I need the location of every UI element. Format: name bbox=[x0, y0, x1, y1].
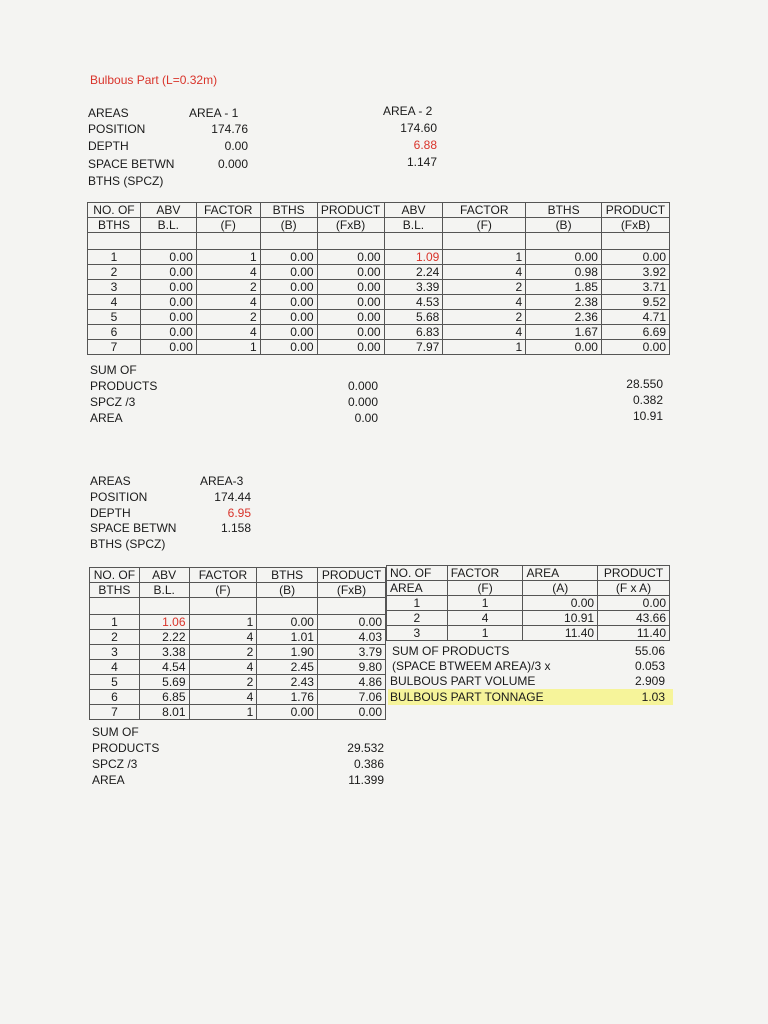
t1-cell-r7-c4: 0.00 bbox=[317, 340, 384, 355]
result-value-0: 55.06 bbox=[634, 644, 665, 658]
t1-cell-r3-c2: 2 bbox=[196, 280, 260, 295]
t1-cell-r5-c4: 0.00 bbox=[317, 310, 384, 325]
table1-summary-labels bbox=[90, 362, 157, 426]
t1-cell-r6-c5: 6.83 bbox=[384, 325, 443, 340]
t2-cell-r4-c1: 4.54 bbox=[139, 660, 189, 675]
t1-cell-r6-c6: 4 bbox=[443, 325, 526, 340]
table3-header-row-1 bbox=[387, 566, 670, 581]
t2-cell-r1-c3: 0.00 bbox=[257, 615, 318, 630]
t1-cell-r4-c2: 4 bbox=[196, 295, 260, 310]
area2-name: AREA - 2 bbox=[383, 104, 433, 118]
result-label-3: BULBOUS PART TONNAGE bbox=[390, 690, 544, 704]
label-position: POSITION bbox=[88, 122, 146, 136]
result-label-1: (SPACE BTWEEM AREA)/3 x bbox=[392, 659, 551, 673]
label-areas: AREAS bbox=[88, 106, 129, 120]
t2-cell-r3-c3: 1.90 bbox=[257, 645, 318, 660]
table1-header-row-2 bbox=[88, 218, 670, 233]
t1-cell-r1-c3: 0.00 bbox=[260, 250, 317, 265]
t2-h2-c0: BTHS bbox=[90, 583, 140, 598]
label-depth: DEPTH bbox=[88, 139, 129, 153]
t1-cell-r6-c4: 0.00 bbox=[317, 325, 384, 340]
area3-name: AREA-3 bbox=[200, 474, 244, 488]
t2-sum-val-2: 0.386 bbox=[353, 757, 384, 771]
t2-cell-r3-c4: 3.79 bbox=[317, 645, 385, 660]
t1-cell-r2-c3: 0.00 bbox=[260, 265, 317, 280]
t1-cell-r3-c5: 3.39 bbox=[384, 280, 443, 295]
t1-cell-r1-c2: 1 bbox=[196, 250, 260, 265]
t2-cell-r5-c4: 4.86 bbox=[317, 675, 385, 690]
table-row bbox=[387, 611, 670, 626]
t2-cell-r2-c4: 4.03 bbox=[317, 630, 385, 645]
t1-cell-r7-c2: 1 bbox=[196, 340, 260, 355]
t3-h2-c2: (A) bbox=[523, 581, 598, 596]
t1-h2-c2: (F) bbox=[196, 218, 260, 233]
area3-position: 174.44 bbox=[214, 490, 251, 504]
t3-cell-r1-c0: 1 bbox=[387, 596, 448, 611]
table-row bbox=[90, 705, 386, 720]
t2-cell-r5-c1: 5.69 bbox=[139, 675, 189, 690]
t1-cell-r5-c3: 0.00 bbox=[260, 310, 317, 325]
t2-cell-r3-c1: 3.38 bbox=[139, 645, 189, 660]
t2-cell-r2-c0: 2 bbox=[90, 630, 140, 645]
t1-h1-c4: PRODUCT bbox=[317, 203, 384, 218]
t1-cell-r5-c0: 5 bbox=[88, 310, 141, 325]
t2-cell-r2-c1: 2.22 bbox=[139, 630, 189, 645]
t1-h2-c3: (B) bbox=[260, 218, 317, 233]
t1-cell-r2-c8: 3.92 bbox=[601, 265, 669, 280]
t1-cell-r3-c1: 0.00 bbox=[140, 280, 196, 295]
t2-cell-r5-c0: 5 bbox=[90, 675, 140, 690]
t1-cell-r1-c0: 1 bbox=[88, 250, 141, 265]
table-row bbox=[88, 280, 670, 295]
t2-cell-r4-c4: 9.80 bbox=[317, 660, 385, 675]
table-row bbox=[90, 615, 386, 630]
t1-cell-r1-c4: 0.00 bbox=[317, 250, 384, 265]
area2-space: 1.147 bbox=[406, 155, 437, 169]
s2-label-position: POSITION bbox=[90, 490, 148, 504]
t2-cell-r1-c4: 0.00 bbox=[317, 615, 385, 630]
t2-cell-r4-c3: 2.45 bbox=[257, 660, 318, 675]
t1-h2-c5: B.L. bbox=[384, 218, 443, 233]
t3-cell-r1-c2: 0.00 bbox=[523, 596, 598, 611]
result-value-2: 2.909 bbox=[634, 674, 665, 688]
t3-h2-c0: AREA bbox=[387, 581, 448, 596]
table-row bbox=[88, 295, 670, 310]
t1-cell-r6-c1: 0.00 bbox=[140, 325, 196, 340]
t3-h1-c3: PRODUCT bbox=[598, 566, 670, 581]
t1-cell-r7-c0: 7 bbox=[88, 340, 141, 355]
t1-sum-a2-2: 0.382 bbox=[632, 393, 663, 407]
t2-cell-r5-c3: 2.43 bbox=[257, 675, 318, 690]
area1-depth: 0.00 bbox=[224, 139, 248, 153]
table-row bbox=[90, 690, 386, 705]
t1-h2-c8: (FxB) bbox=[601, 218, 669, 233]
t1-cell-r3-c7: 1.85 bbox=[526, 280, 602, 295]
t2-cell-r1-c0: 1 bbox=[90, 615, 140, 630]
table-row bbox=[90, 645, 386, 660]
table-row bbox=[387, 596, 670, 611]
t2-sum-val-0 bbox=[322, 724, 384, 740]
t2-cell-r1-c2: 1 bbox=[189, 615, 257, 630]
t1-sum-a1-3: 0.00 bbox=[354, 411, 378, 425]
table-row bbox=[88, 340, 670, 355]
t1-sum-a2-3: 10.91 bbox=[632, 409, 663, 423]
t2-h1-c2: FACTOR bbox=[189, 568, 257, 583]
label-space: SPACE BETWN bbox=[88, 157, 175, 171]
t1-cell-r5-c2: 2 bbox=[196, 310, 260, 325]
t1-h2-c7: (B) bbox=[526, 218, 602, 233]
t2-cell-r3-c0: 3 bbox=[90, 645, 140, 660]
t1-sum-label-2: SPCZ /3 bbox=[90, 395, 136, 409]
table1-body bbox=[88, 250, 670, 355]
t1-h1-c0: NO. OF bbox=[88, 203, 141, 218]
s2-label-areas: AREAS bbox=[90, 474, 131, 488]
area2-depth: 6.88 bbox=[413, 138, 437, 152]
label-bths: BTHS (SPCZ) bbox=[88, 174, 164, 188]
t1-cell-r4-c5: 4.53 bbox=[384, 295, 443, 310]
t1-h1-c6: FACTOR bbox=[443, 203, 526, 218]
result-value-3: 1.03 bbox=[641, 690, 665, 704]
t2-sum-label-1: PRODUCTS bbox=[92, 741, 160, 755]
t2-cell-r7-c1: 8.01 bbox=[139, 705, 189, 720]
t2-h2-c3: (B) bbox=[257, 583, 318, 598]
t3-cell-r3-c1: 1 bbox=[447, 626, 523, 641]
t2-cell-r6-c4: 7.06 bbox=[317, 690, 385, 705]
t1-sum-a2-1: 28.550 bbox=[626, 377, 663, 391]
t1-cell-r6-c3: 0.00 bbox=[260, 325, 317, 340]
t1-sum-a1-0 bbox=[318, 362, 378, 378]
t1-sum-label-1: PRODUCTS bbox=[90, 379, 158, 393]
t1-cell-r5-c1: 0.00 bbox=[140, 310, 196, 325]
t3-h2-c1: (F) bbox=[447, 581, 523, 596]
area2-position: 174.60 bbox=[400, 121, 437, 135]
table-volume bbox=[386, 565, 670, 641]
table2-spacer-row bbox=[90, 598, 386, 615]
t1-cell-r2-c2: 4 bbox=[196, 265, 260, 280]
t3-cell-r3-c0: 3 bbox=[387, 626, 448, 641]
t2-cell-r7-c4: 0.00 bbox=[317, 705, 385, 720]
t1-sum-label-0: SUM OF bbox=[90, 363, 137, 377]
t1-cell-r4-c6: 4 bbox=[443, 295, 526, 310]
t1-cell-r4-c0: 4 bbox=[88, 295, 141, 310]
t1-cell-r1-c1: 0.00 bbox=[140, 250, 196, 265]
t2-sum-val-1: 29.532 bbox=[347, 741, 384, 755]
t3-cell-r3-c2: 11.40 bbox=[523, 626, 598, 641]
t1-cell-r7-c8: 0.00 bbox=[601, 340, 669, 355]
t1-cell-r2-c1: 0.00 bbox=[140, 265, 196, 280]
t3-cell-r2-c3: 43.66 bbox=[598, 611, 670, 626]
t1-cell-r3-c0: 3 bbox=[88, 280, 141, 295]
table3-header-row-2 bbox=[387, 581, 670, 596]
t1-h2-c4: (FxB) bbox=[317, 218, 384, 233]
t2-cell-r2-c2: 4 bbox=[189, 630, 257, 645]
t1-cell-r5-c8: 4.71 bbox=[601, 310, 669, 325]
t1-cell-r5-c6: 2 bbox=[443, 310, 526, 325]
t1-cell-r6-c0: 6 bbox=[88, 325, 141, 340]
t1-cell-r4-c8: 9.52 bbox=[601, 295, 669, 310]
table-row bbox=[88, 325, 670, 340]
area1-name: AREA - 1 bbox=[189, 106, 239, 120]
t2-cell-r4-c0: 4 bbox=[90, 660, 140, 675]
t1-h1-c3: BTHS bbox=[260, 203, 317, 218]
t1-cell-r7-c6: 1 bbox=[443, 340, 526, 355]
t2-sum-val-3: 11.399 bbox=[348, 773, 384, 787]
t2-cell-r6-c2: 4 bbox=[189, 690, 257, 705]
t1-cell-r3-c6: 2 bbox=[443, 280, 526, 295]
table3-body bbox=[387, 596, 670, 641]
t1-h1-c5: ABV bbox=[384, 203, 443, 218]
table1-spacer-row bbox=[88, 233, 670, 250]
t1-h1-c8: PRODUCT bbox=[601, 203, 669, 218]
table-row bbox=[90, 660, 386, 675]
t1-h1-c2: FACTOR bbox=[196, 203, 260, 218]
t1-cell-r2-c0: 2 bbox=[88, 265, 141, 280]
t2-sum-label-2: SPCZ /3 bbox=[92, 757, 138, 771]
t2-h1-c4: PRODUCT bbox=[317, 568, 385, 583]
t1-cell-r2-c7: 0.98 bbox=[526, 265, 602, 280]
t3-h1-c2: AREA bbox=[523, 566, 598, 581]
table-row bbox=[387, 626, 670, 641]
t1-cell-r5-c5: 5.68 bbox=[384, 310, 443, 325]
t1-h2-c1: B.L. bbox=[140, 218, 196, 233]
t1-cell-r4-c3: 0.00 bbox=[260, 295, 317, 310]
t1-cell-r4-c4: 0.00 bbox=[317, 295, 384, 310]
t1-h2-c0: BTHS bbox=[88, 218, 141, 233]
t3-cell-r2-c2: 10.91 bbox=[523, 611, 598, 626]
result-value-1: 0.053 bbox=[634, 659, 665, 673]
t1-cell-r7-c7: 0.00 bbox=[526, 340, 602, 355]
table2-header-row-1 bbox=[90, 568, 386, 583]
t1-cell-r6-c8: 6.69 bbox=[601, 325, 669, 340]
t1-cell-r6-c7: 1.67 bbox=[526, 325, 602, 340]
t3-h1-c0: NO. OF bbox=[387, 566, 448, 581]
t1-sum-a1-1: 0.000 bbox=[347, 379, 378, 393]
t2-h2-c4: (FxB) bbox=[317, 583, 385, 598]
t2-sum-label-0: SUM OF bbox=[92, 725, 139, 739]
t2-cell-r7-c2: 1 bbox=[189, 705, 257, 720]
area3-space: 1.158 bbox=[220, 521, 251, 535]
t2-cell-r6-c0: 6 bbox=[90, 690, 140, 705]
table1-header-row-1 bbox=[88, 203, 670, 218]
t1-h1-c7: BTHS bbox=[526, 203, 602, 218]
t2-cell-r2-c3: 1.01 bbox=[257, 630, 318, 645]
t2-h1-c1: ABV bbox=[139, 568, 189, 583]
t2-cell-r7-c3: 0.00 bbox=[257, 705, 318, 720]
t1-sum-a2-0 bbox=[603, 360, 663, 376]
table-row bbox=[90, 630, 386, 645]
table-row bbox=[88, 250, 670, 265]
t1-cell-r1-c6: 1 bbox=[443, 250, 526, 265]
t1-cell-r2-c6: 4 bbox=[443, 265, 526, 280]
t3-cell-r2-c0: 2 bbox=[387, 611, 448, 626]
t1-cell-r1-c7: 0.00 bbox=[526, 250, 602, 265]
t2-sum-label-3: AREA bbox=[92, 773, 125, 787]
t2-cell-r1-c1: 1.06 bbox=[139, 615, 189, 630]
page-title: Bulbous Part (L=0.32m) bbox=[90, 73, 218, 87]
t3-cell-r3-c3: 11.40 bbox=[598, 626, 670, 641]
t1-cell-r3-c8: 3.71 bbox=[601, 280, 669, 295]
t2-cell-r6-c3: 1.76 bbox=[257, 690, 318, 705]
table-area1-area2 bbox=[87, 202, 670, 355]
t2-h1-c3: BTHS bbox=[257, 568, 318, 583]
area1-position: 174.76 bbox=[211, 122, 248, 136]
t2-h2-c2: (F) bbox=[189, 583, 257, 598]
t2-cell-r3-c2: 2 bbox=[189, 645, 257, 660]
table2-summary-labels bbox=[92, 724, 159, 788]
area1-space: 0.000 bbox=[217, 157, 248, 171]
table2-header-row-2 bbox=[90, 583, 386, 598]
result-label-2: BULBOUS PART VOLUME bbox=[390, 674, 536, 688]
t1-cell-r5-c7: 2.36 bbox=[526, 310, 602, 325]
table1-summary-area2 bbox=[603, 360, 663, 424]
t1-cell-r3-c4: 0.00 bbox=[317, 280, 384, 295]
t2-h2-c1: B.L. bbox=[139, 583, 189, 598]
area3-depth: 6.95 bbox=[227, 506, 251, 520]
s2-label-depth: DEPTH bbox=[90, 506, 131, 520]
t1-sum-label-3: AREA bbox=[90, 411, 123, 425]
t1-sum-a1-2: 0.000 bbox=[347, 395, 378, 409]
t2-cell-r5-c2: 2 bbox=[189, 675, 257, 690]
t1-h1-c1: ABV bbox=[140, 203, 196, 218]
t1-cell-r7-c3: 0.00 bbox=[260, 340, 317, 355]
t3-cell-r2-c1: 4 bbox=[447, 611, 523, 626]
t1-cell-r1-c8: 0.00 bbox=[601, 250, 669, 265]
t1-cell-r4-c7: 2.38 bbox=[526, 295, 602, 310]
t2-cell-r6-c1: 6.85 bbox=[139, 690, 189, 705]
t2-cell-r7-c0: 7 bbox=[90, 705, 140, 720]
t1-cell-r2-c5: 2.24 bbox=[384, 265, 443, 280]
t1-h2-c6: (F) bbox=[443, 218, 526, 233]
table1-summary-area1 bbox=[318, 362, 378, 426]
t1-cell-r6-c2: 4 bbox=[196, 325, 260, 340]
t1-cell-r3-c3: 0.00 bbox=[260, 280, 317, 295]
t3-h2-c3: (F x A) bbox=[598, 581, 670, 596]
table-row bbox=[88, 265, 670, 280]
table-row bbox=[90, 675, 386, 690]
s2-label-bths: BTHS (SPCZ) bbox=[90, 537, 166, 551]
result-label-0: SUM OF PRODUCTS bbox=[392, 644, 510, 658]
t3-cell-r1-c1: 1 bbox=[447, 596, 523, 611]
t1-cell-r1-c5: 1.09 bbox=[384, 250, 443, 265]
t3-h1-c1: FACTOR bbox=[447, 566, 523, 581]
s2-label-space: SPACE BETWN bbox=[90, 521, 177, 535]
t2-h1-c0: NO. OF bbox=[90, 568, 140, 583]
t2-cell-r4-c2: 4 bbox=[189, 660, 257, 675]
t1-cell-r7-c1: 0.00 bbox=[140, 340, 196, 355]
table2-summary-values bbox=[322, 724, 384, 788]
t3-cell-r1-c3: 0.00 bbox=[598, 596, 670, 611]
table-area3 bbox=[89, 567, 386, 720]
t1-cell-r7-c5: 7.97 bbox=[384, 340, 443, 355]
t1-cell-r2-c4: 0.00 bbox=[317, 265, 384, 280]
t1-cell-r4-c1: 0.00 bbox=[140, 295, 196, 310]
table-row bbox=[88, 310, 670, 325]
table2-body bbox=[90, 615, 386, 720]
